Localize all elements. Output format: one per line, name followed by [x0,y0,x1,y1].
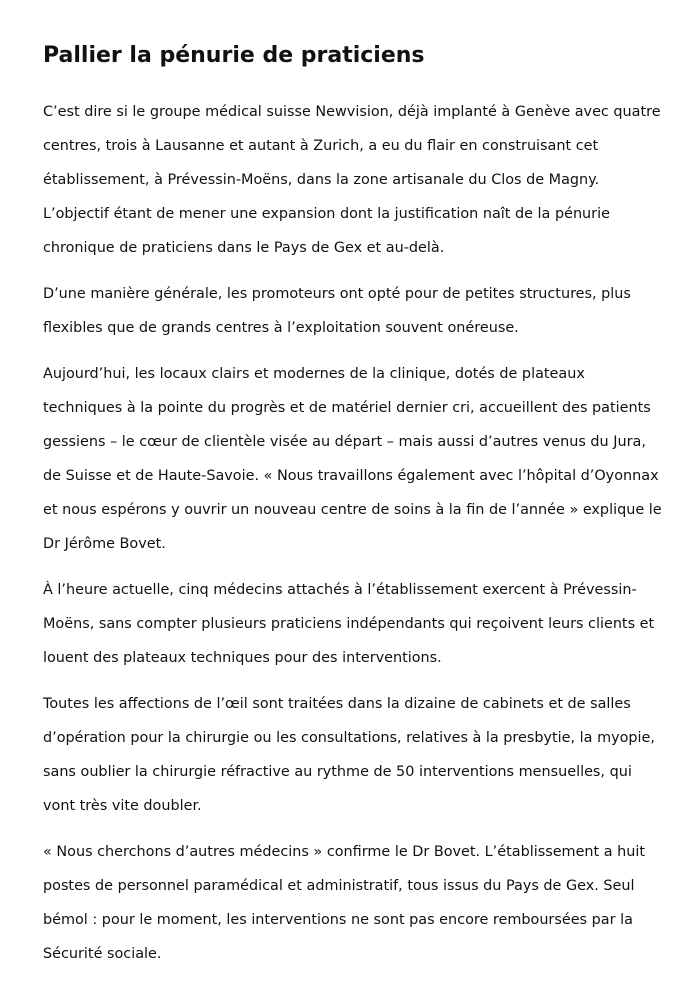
paragraph-1: C’est dire si le groupe médical suisse Newvision, déjà implanté à Genève avec quatre centres, trois à Lausanne et autant à Zurich, a eu du flair en construisant cet établissement, à Prévessin-Moëns, dans la zone artisanale du Clos de Magny. L’objectif étant de mener une expansion dont la justification naît de la pénurie chronique de praticiens dans le Pays de Gex et au-delà. [43,104,661,256]
article-body [43,95,663,971]
paragraph-4: À l’heure actuelle, cinq médecins attachés à l’établissement exercent à Prévessin-Moëns, sans compter plusieurs praticiens indépendants qui reçoivent leurs clients et louent des plateaux techniques pour des interventions. [43,582,655,666]
article-title: Pallier la pénurie de praticiens [43,43,425,68]
article [43,38,663,983]
paragraph-6: « Nous cherchons d’autres médecins » confirme le Dr Bovet. L’établissement a huit postes de personnel paramédical et administratif, tous issus du Pays de Gex. Seul bémol : pour le moment, les interventions ne sont pas encore remboursées par la Sécurité sociale. [43,844,646,962]
paragraph-5: Toutes les affections de l’œil sont traitées dans la dizaine de cabinets et de salles d’opération pour la chirurgie ou les consultations, relatives à la presbytie, la myopie, sans oublier la chirurgie réfractive au rythme de 50 interventions mensuelles, qui vont très vite doubler. [43,696,655,814]
paragraph-2: D’une manière générale, les promoteurs ont opté pour de petites structures, plus flexibles que de grands centres à l’exploitation souvent onéreuse. [43,286,631,336]
paragraph-3: Aujourd’hui, les locaux clairs et modernes de la clinique, dotés de plateaux techniques à la pointe du progrès et de matériel dernier cri, accueillent des patients gessiens – le cœur de clientèle visée au départ – mais aussi d’autres venus du Jura, de Suisse et de Haute-Savoie. « Nous travaillons également avec l’hôpital d’Oyonnax et nous espérons y ouvrir un nouveau centre de soins à la fin de l’année » explique le Dr Jérôme Bovet. [43,366,662,552]
